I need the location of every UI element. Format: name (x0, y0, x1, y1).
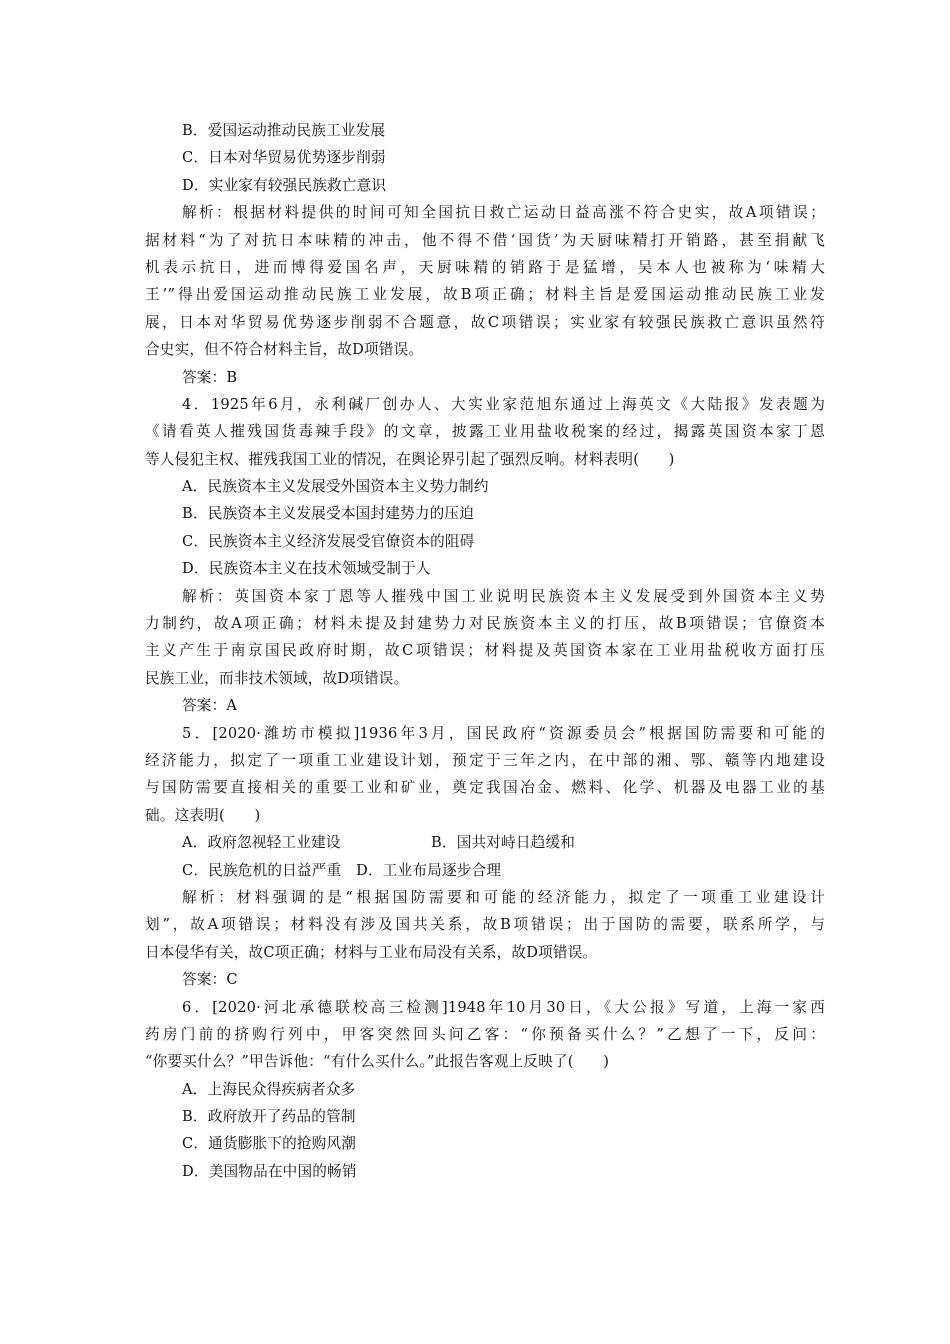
q3-answer: 答案：B (182, 368, 238, 386)
q4-stem-line: 4．1925年6月，永利碱厂创办人、大实业家范旭东通过上海英文《大陆报》发表题为 (182, 395, 825, 413)
q3-analysis-line: 解析：根据材料提供的时间可知全国抗日救亡运动日益高涨不符合史实，故A项错误； (182, 204, 825, 222)
q5-stem-line: 经济能力，拟定了一项重工业建设计划，预定于三年之内，在中部的湘、鄂、赣等内地建设 (145, 751, 825, 769)
q4-analysis-line: 民族工业，而非技术领域，故D项错误。 (145, 669, 409, 687)
q3-analysis-line: 王’”得出爱国运动推动民族工业发展，故B项正确；材料主旨是爱国运动推动民族工业发 (145, 286, 825, 304)
q5-options-row-2: C．民族危机的日益严重 D．工业布局逐步合理 (182, 861, 502, 879)
q6-option-b: B．政府放开了药品的管制 (182, 1108, 356, 1126)
q4-option-b: B．民族资本主义发展受本国封建势力的压迫 (182, 505, 475, 523)
q6-stem-line: 6．[2020·河北承德联校高三检测]1948年10月30日，《大公报》写道，上海一家西 (182, 998, 825, 1016)
q6-option-c: C．通货膨胀下的抢购风潮 (182, 1135, 357, 1153)
q3-option-b: B．爱国运动推动民族工业发展 (182, 122, 386, 139)
q5-stem-line: 础。这表明( ) (145, 806, 261, 824)
q3-analysis-line: 展，日本对华贸易优势逐步削弱不合题意，故C项错误；实业家有较强民族救亡意识虽然符 (145, 313, 825, 331)
q4-option-a: A．民族资本主义发展受外国资本主义势力制约 (182, 478, 489, 496)
q5-answer: 答案：C (182, 971, 238, 989)
q4-analysis-line: 解析：英国资本家丁恩等人摧残中国工业说明民族资本主义发展受到外国资本主义势 (182, 587, 825, 605)
q6-stem-line: “你要买什么？”甲告诉他：“有什么买什么。”此报告客观上反映了( ) (145, 1053, 610, 1071)
q4-option-c: C．民族资本主义经济发展受官僚资本的阻碍 (182, 532, 475, 550)
q4-analysis-line: 力制约，故A项正确；材料未提及封建势力对民族资本主义的打压，故B项错误；官僚资本 (145, 615, 825, 633)
q4-option-d: D．民族资本主义在技术领域受制于人 (182, 560, 431, 578)
q3-option-d: D．实业家有较强民族救亡意识 (182, 176, 387, 194)
q4-answer: 答案：A (182, 697, 238, 715)
document-page (145, 117, 825, 1185)
q5-analysis-line: 日本侵华有关，故C项正确；材料与工业布局没有关系，故D项错误。 (145, 943, 598, 961)
q4-analysis-line: 主义产生于南京国民政府时期，故C项错误；材料提及英国资本家在工业用盐税收方面打压 (145, 642, 825, 660)
q3-analysis-line: 据材料“为了对抗日本味精的冲击，他不得不借‘国货’为天厨味精打开销路，甚至捐献飞 (145, 231, 825, 249)
q4-stem-line: 《请看英人摧残国货毒辣手段》的文章，披露工业用盐收税案的经过，揭露英国资本家丁恩 (145, 423, 825, 441)
q6-stem-line: 药房门前的挤购行列中，甲客突然回头问乙客：“你预备买什么？”乙想了一下，反问： (145, 1025, 825, 1043)
q3-option-c: C．日本对华贸易优势逐步削弱 (182, 149, 386, 167)
q5-stem-line: 与国防需要直接相关的重要工业和矿业，奠定我国冶金、燃料、化学、机器及电器工业的基 (145, 779, 825, 797)
q5-option-b: B．国共对峙日趋缓和 (431, 834, 576, 852)
q5-option-a: A．政府忽视轻工业建设 (182, 834, 341, 852)
q6-option-a: A．上海民众得疾病者众多 (182, 1080, 356, 1098)
q5-options-row (145, 829, 825, 856)
q3-analysis-line: 机表示抗日，进而博得爱国名声，天厨味精的销路于是猛增，吴本人也被称为‘味精大 (145, 258, 825, 276)
q6-option-d: D．美国物品在中国的畅销 (182, 1162, 357, 1180)
q5-analysis-line: 划”，故A项错误；材料没有涉及国共关系，故B项错误；出于国防的需要，联系所学，与 (145, 916, 825, 934)
q5-analysis-line: 解析：材料强调的是“根据国防需要和可能的经济能力，拟定了一项重工业建设计 (182, 888, 825, 906)
q4-stem-line: 等人侵犯主权、摧残我国工业的情况，在舆论界引起了强烈反响。材料表明( ) (145, 450, 675, 468)
q3-analysis-line: 合史实，但不符合材料主旨，故D项错误。 (145, 341, 424, 359)
q5-stem-line: 5．[2020·潍坊市模拟]1936年3月，国民政府“资源委员会”根据国防需要和可能的 (182, 724, 825, 742)
